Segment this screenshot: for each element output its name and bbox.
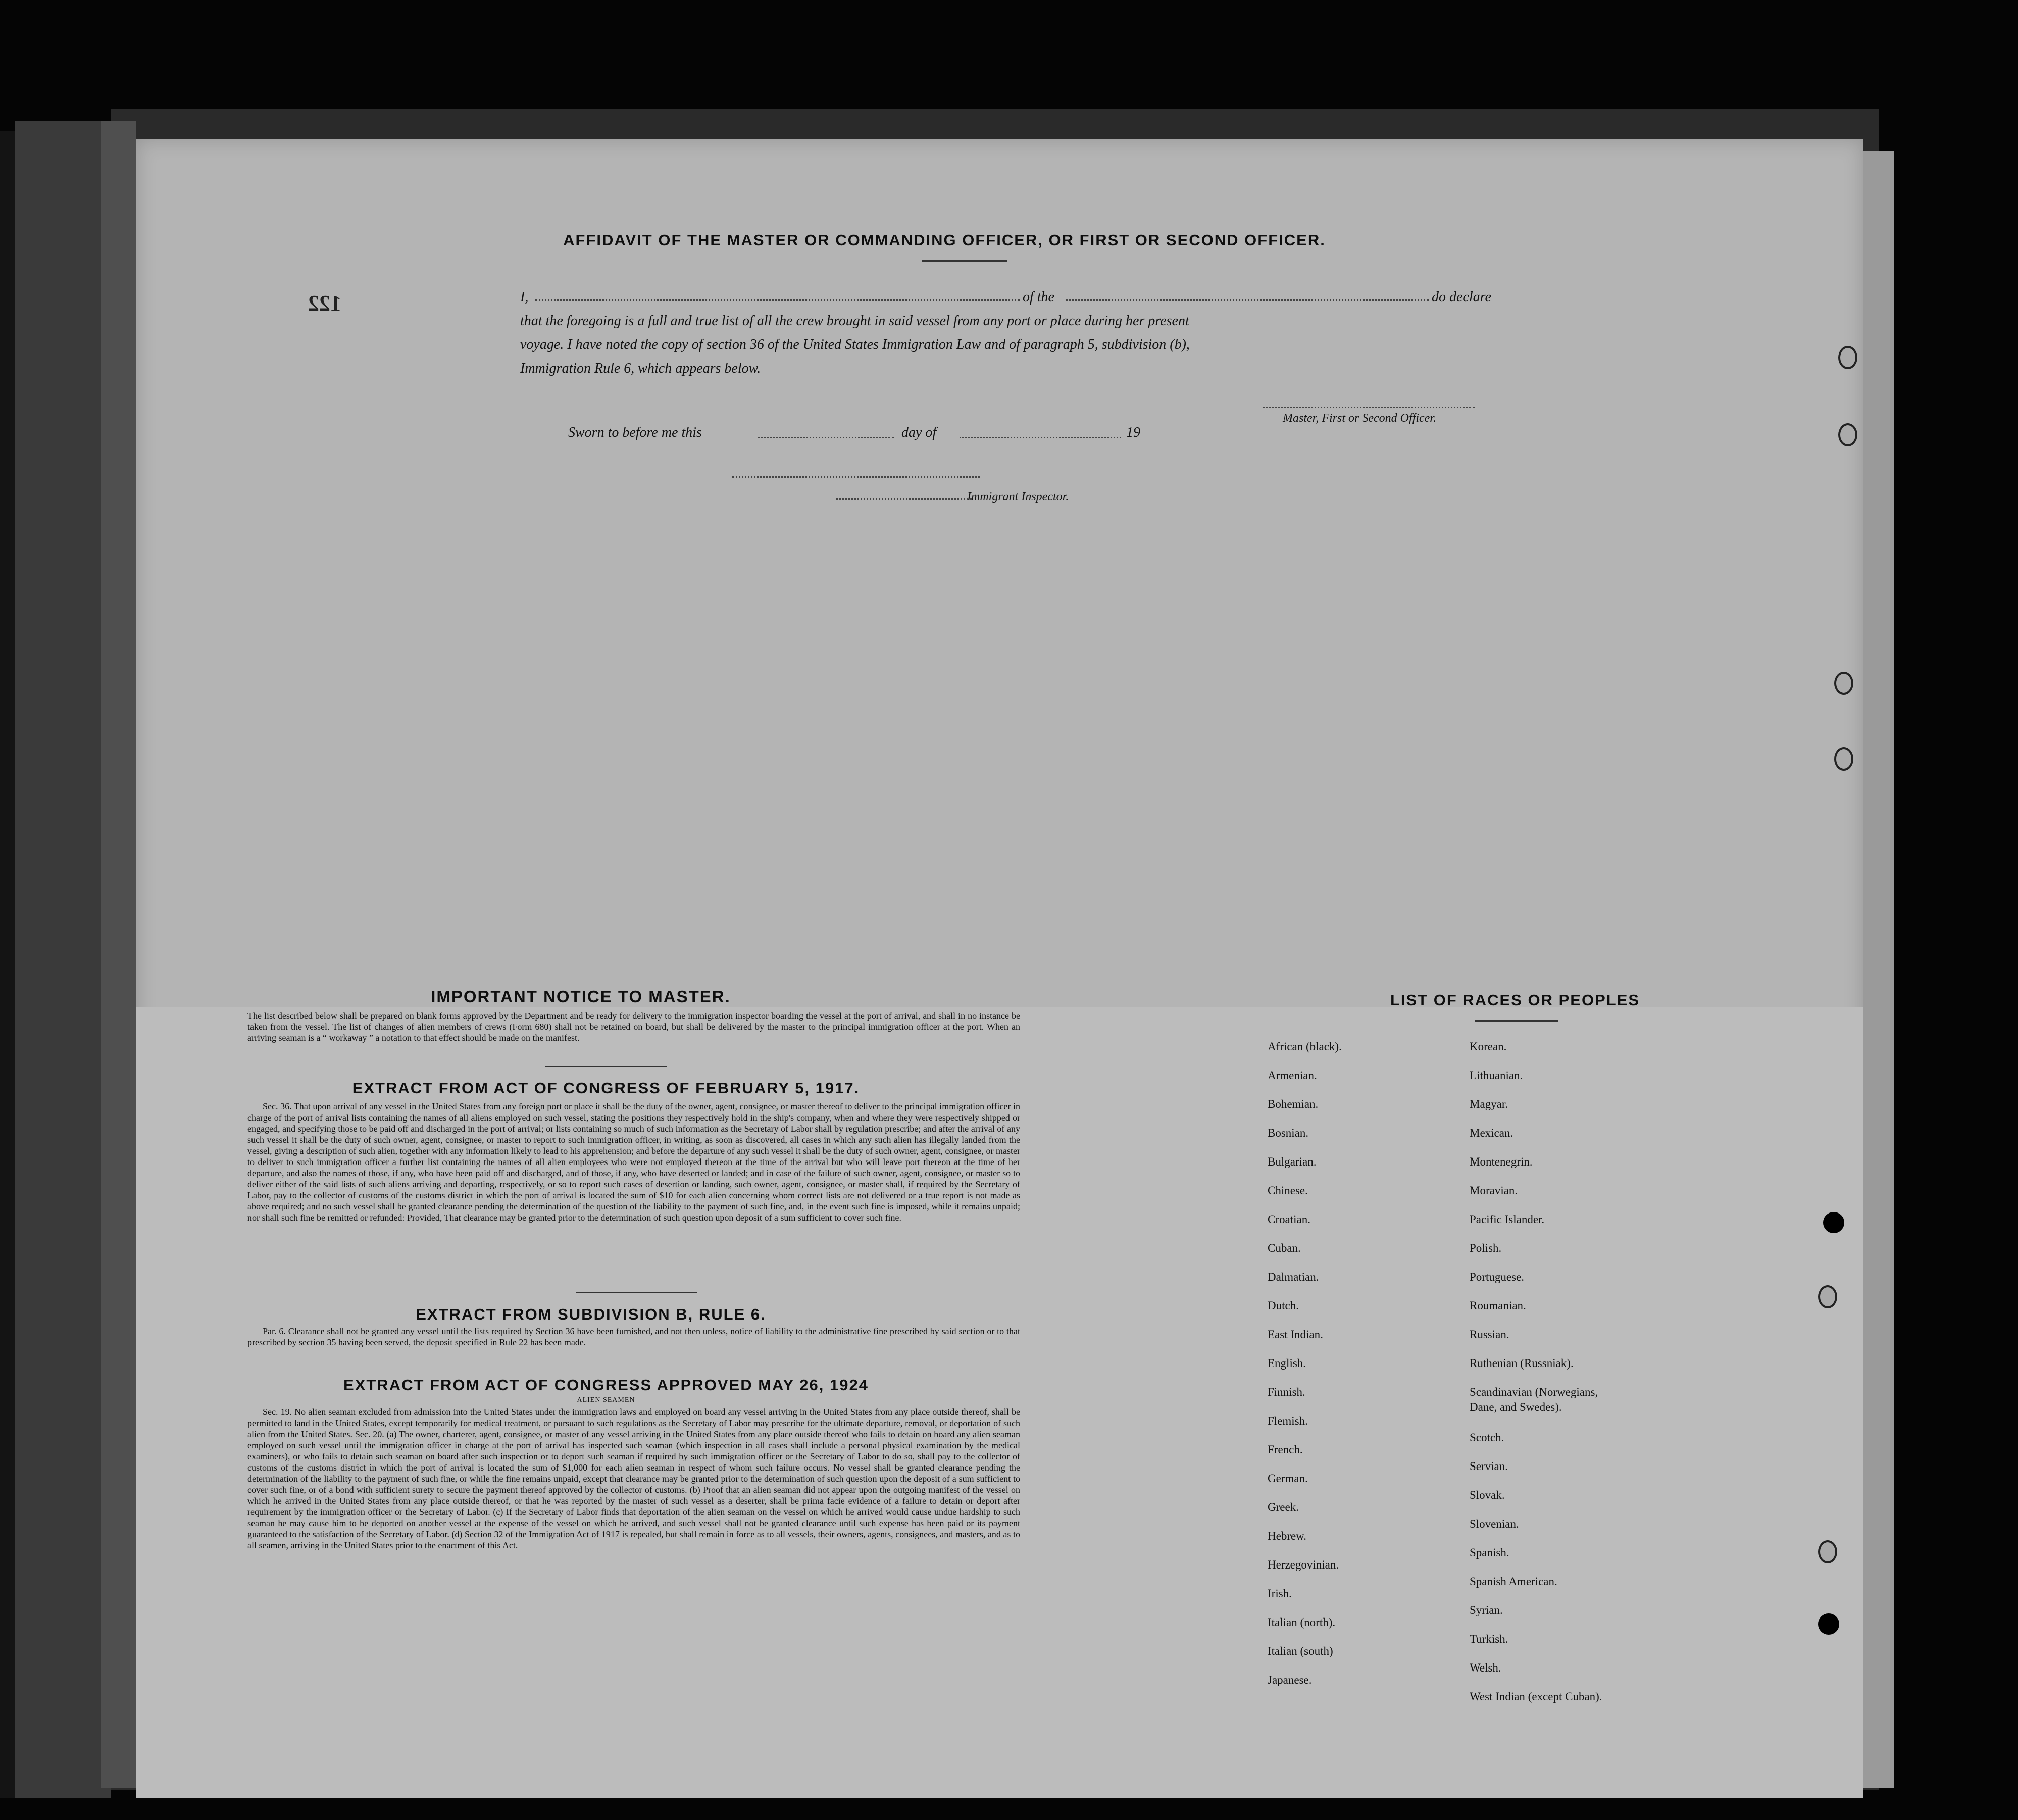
race-item: Chinese.	[1268, 1184, 1308, 1197]
race-item: Scandinavian (Norwegians,	[1470, 1386, 1598, 1398]
race-item: Dutch.	[1268, 1299, 1299, 1312]
race-item: Mexican.	[1470, 1127, 1514, 1139]
master-signature-line	[1263, 407, 1475, 408]
scan-border-left-inner	[15, 121, 111, 1798]
race-item: Pacific Islander.	[1470, 1213, 1545, 1226]
race-item: Roumanian.	[1470, 1299, 1526, 1312]
binder-hole	[1838, 346, 1857, 369]
extract-1924-subtitle: ALIEN SEAMEN	[577, 1396, 635, 1404]
race-item: German.	[1268, 1472, 1308, 1485]
document-page	[136, 139, 1863, 1798]
affidavit-do-declare: do declare	[1432, 289, 1491, 305]
race-item: Italian (south)	[1268, 1645, 1333, 1657]
affidavit-vessel-line	[1066, 299, 1429, 301]
race-item: Bohemian.	[1268, 1098, 1319, 1110]
sworn-month-line	[960, 437, 1121, 438]
race-item: Korean.	[1470, 1040, 1507, 1053]
inspector-line-2	[836, 498, 972, 500]
race-item: Spanish American.	[1470, 1575, 1557, 1588]
binder-hole	[1823, 1212, 1844, 1233]
extract-1917-rule	[576, 1292, 697, 1293]
day-of-label: day of	[901, 425, 937, 440]
affidavit-title: AFFIDAVIT OF THE MASTER OR COMMANDING OFFICER, OR FIRST OR SECOND OFFICER.	[563, 231, 1326, 249]
inspector-label: Immigrant Inspector.	[967, 490, 1069, 503]
races-title: LIST OF RACES OR PEOPLES	[1390, 991, 1640, 1009]
race-item: Portuguese.	[1470, 1271, 1524, 1283]
race-item: Croatian.	[1268, 1213, 1310, 1226]
sworn-day-line	[758, 437, 894, 438]
race-item: Bulgarian.	[1268, 1155, 1317, 1168]
race-item: Lithuanian.	[1470, 1069, 1523, 1082]
race-item: Magyar.	[1470, 1098, 1508, 1110]
notice-title: IMPORTANT NOTICE TO MASTER.	[431, 987, 731, 1006]
notice-rule	[545, 1066, 667, 1067]
affidavit-line-4: Immigration Rule 6, which appears below.	[520, 361, 761, 376]
extract-1917-title: EXTRACT FROM ACT OF CONGRESS OF FEBRUARY 5, 1917.	[352, 1079, 860, 1097]
race-item: West Indian (except Cuban).	[1470, 1690, 1602, 1703]
race-item: Ruthenian (Russniak).	[1470, 1357, 1574, 1370]
race-item: English.	[1268, 1357, 1306, 1370]
race-item: Servian.	[1470, 1460, 1508, 1473]
race-item: Japanese.	[1268, 1674, 1312, 1686]
race-item: Montenegrin.	[1470, 1155, 1533, 1168]
race-item: Turkish.	[1470, 1633, 1508, 1645]
binder-hole	[1834, 672, 1853, 695]
binder-hole	[1818, 1613, 1839, 1635]
extract-rule6-title: EXTRACT FROM SUBDIVISION B, RULE 6.	[416, 1305, 766, 1323]
affidavit-i-label: I,	[520, 289, 529, 305]
scan-border-left	[0, 131, 15, 1798]
race-item: Welsh.	[1470, 1661, 1501, 1674]
margin-number: 122	[308, 291, 341, 316]
race-item: Bosnian.	[1268, 1127, 1309, 1139]
extract-1917-text: Sec. 36. That upon arrival of any vessel in the United States from any foreign port or place it shall be the duty of the owner, agent, consignee, or master thereof to deliver to the principal immigration officer in charge of the port of arrival lists containing the names of all aliens employed on such vessel, stating the positions they respectively hold in the ship's company, when and where they were respectively shipped or engaged, and specifying those to be paid off and discharged in the port of arrival; or lists containing so much of such information as the Secretary of Labor shall by regulation prescribe; and after the arrival of any such vessel it shall be the duty of such owner, agent, consignee, or master to report to such immigration officer, in writing, as soon as discovered, all cases in which any such alien has illegally landed from the vessel, giving a description of such alien, together with any information likely to lead to his apprehension; and before the departure of any such vessel it shall be the duty of such owner, agent, consignee, or master to deliver to such immigration officer a further list containing the names of all alien employees who were not employed thereon at the time of the arrival but who will leave port thereon at the time of her departure, and also the names of those, if any, who have been paid off and discharged, and of those, if any, who have deserted or landed; and in case of the failure of such owner, agent, consignee, or master so to deliver either of the said lists of such aliens arriving and departing, respectively, or so to report such cases of desertion or landing, such owner, agent, consignee, or master shall, if required by the Secretary of Labor, pay to the collector of customs of the customs district in which the port of arrival is located the sum of $10 for each alien concerning whom correct lists are not delivered or a true report is not made as above required; and no such vessel shall be granted clearance pending the determination of the question of the liability to the payment of such fine, and, in the event such fine is imposed, while it remains unpaid; nor shall such fine be remitted or refunded: Provided, That clearance may be granted prior to the determination of such question upon deposit of a sum sufficient to cover such fine.	[247, 1101, 1020, 1223]
race-item: Armenian.	[1268, 1069, 1317, 1082]
race-item: Polish.	[1470, 1242, 1502, 1254]
races-title-rule	[1475, 1020, 1558, 1022]
extract-1924-text: Sec. 19. No alien seaman excluded from admission into the United States under the immigration laws and employed on board any vessel arriving in the United States from any place outside thereof, shall be permitted to land in the United States, except temporarily for medical treatment, or pursuant to such regulations as the Secretary of Labor may prescribe for the ultimate departure, removal, or deportation of such alien from the United States. Sec. 20. (a) The owner, charterer, agent, consignee, or master of any vessel arriving in the United States from any place outside thereof who fails to detain on board any alien seaman employed on such vessel until the immigration officer in charge at the port of arrival has inspected such seaman (which inspection in all cases shall include a personal physical examination by the medical examiners), or who fails to detain such seaman on board after such inspection or to deport such seaman if required by such immigration officer or the Secretary of Labor to do so, shall pay to the collector of customs of the customs district in which the port of arrival is located the sum of $1,000 for each alien seaman in respect of whom such failure occurs. No vessel shall be granted clearance pending the determination of the liability to the payment of such fine, or while the fine remains unpaid, except that clearance may be granted prior to the determination of such question upon the deposit of a sum sufficient to cover such fine, or of a bond with sufficient surety to secure the payment thereof approved by the collector of customs. (b) Proof that an alien seaman did not appear upon the outgoing manifest of the vessel on which he arrived in the United States from any place outside thereof, or that he was reported by the master of such vessel as a deserter, shall be prima facie evidence of a failure to detain or deport after requirement by the immigration officer or the Secretary of Labor. (c) If the Secretary of Labor finds that deportation of the alien seaman on the vessel on which he arrived would cause undue hardship to such seaman he may cause him to be deported on another vessel at the expense of the vessel on which he arrived, and such vessel shall not be granted clearance until such expense has been paid or its payment guaranteed to the satisfaction of the Secretary of Labor. (d) Section 32 of the Immigration Act of 1917 is repealed, but shall remain in force as to all vessels, their owners, agents, consignees, and masters, and as to all seamen, arriving in the United States prior to the enactment of this Act.	[247, 1407, 1020, 1550]
affidavit-line-3: voyage. I have noted the copy of section 36 of the United States Immigration Law and of paragraph 5, subdivision (b),	[520, 337, 1190, 352]
race-item: Greek.	[1268, 1501, 1299, 1513]
binder-hole	[1838, 423, 1857, 446]
master-signature-label: Master, First or Second Officer.	[1283, 412, 1436, 425]
race-item: African (black).	[1268, 1040, 1342, 1053]
race-item: Syrian.	[1470, 1604, 1503, 1616]
race-item: Scotch.	[1470, 1431, 1504, 1444]
race-item: Italian (north).	[1268, 1616, 1336, 1629]
race-item: Herzegovinian.	[1268, 1558, 1339, 1571]
race-item: Hebrew.	[1268, 1530, 1307, 1542]
extract-1924-title: EXTRACT FROM ACT OF CONGRESS APPROVED MAY 26, 1924	[343, 1376, 869, 1394]
extract-rule6-text: Par. 6. Clearance shall not be granted any vessel until the lists required by Section 36 have been furnished, and not then unless, notice of liability to the administrative fine prescribed by said section or to that prescribed by section 35 having been served, the deposit specified in Rule 22 has been made.	[247, 1326, 1020, 1347]
race-item: Slovenian.	[1470, 1518, 1519, 1530]
inspector-line-1	[732, 476, 980, 478]
page-edge-right	[1863, 151, 1894, 1788]
affidavit-line-2: that the foregoing is a full and true list of all the crew brought in said vessel from any port or place during her present	[520, 313, 1189, 329]
year-label: 19	[1126, 425, 1140, 440]
race-item: Russian.	[1470, 1328, 1509, 1341]
race-item: Dalmatian.	[1268, 1271, 1319, 1283]
race-item: Irish.	[1268, 1587, 1292, 1600]
race-item: East Indian.	[1268, 1328, 1323, 1341]
sworn-label: Sworn to before me this	[568, 425, 702, 440]
race-item: Dane, and Swedes).	[1470, 1401, 1562, 1413]
race-item: French.	[1268, 1443, 1303, 1456]
notice-text: The list described below shall be prepared on blank forms approved by the Department and be ready for delivery to the immigration inspector boarding the vessel at the port of arrival, and shall in no instance be taken from the vessel. The list of changes of alien members of crews (Form 680) shall not be retained on board, but shall be delivered by the master to the principal immigration officer at the port. When an arriving seaman is a “ workaway ” a notation to that effect should be made on the manifest.	[247, 1010, 1020, 1043]
race-item: Flemish.	[1268, 1414, 1308, 1427]
race-item: Cuban.	[1268, 1242, 1301, 1254]
affidavit-of-the: of the	[1023, 289, 1054, 305]
affidavit-title-rule	[922, 260, 1007, 262]
binder-hole	[1834, 747, 1853, 771]
race-item: Moravian.	[1470, 1184, 1518, 1197]
page-edge-left	[101, 121, 136, 1788]
race-item: Finnish.	[1268, 1386, 1305, 1398]
affidavit-name-line	[535, 299, 1020, 301]
race-item: Spanish.	[1470, 1546, 1509, 1559]
binder-hole	[1818, 1285, 1837, 1308]
race-item: Slovak.	[1470, 1489, 1505, 1501]
binder-hole	[1818, 1540, 1837, 1563]
